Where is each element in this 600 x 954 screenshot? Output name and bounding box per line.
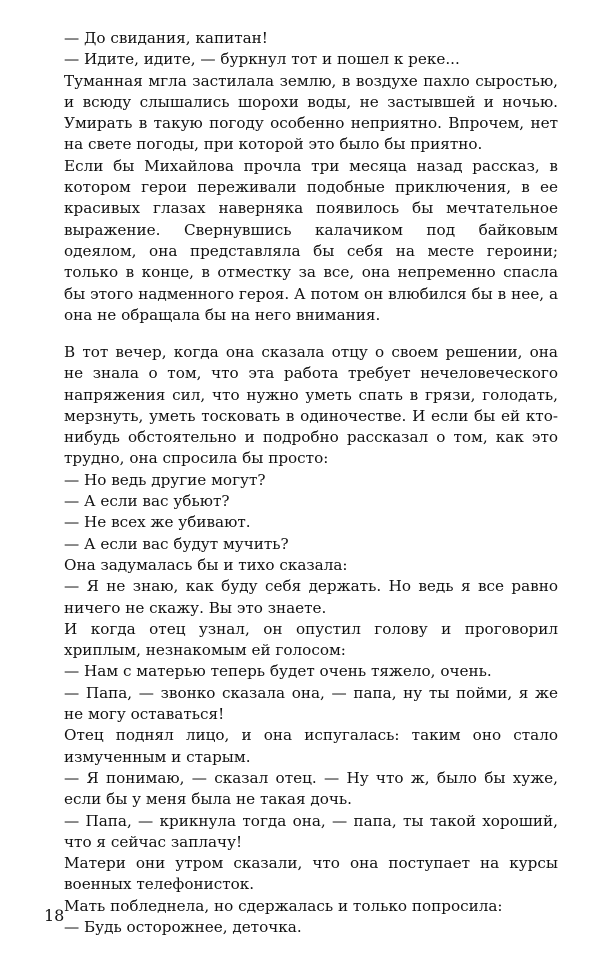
paragraph: Матери они утром сказали, что она поступает на курсы военных телефонисток. xyxy=(64,854,558,894)
paragraph: — Но ведь другие могут? xyxy=(64,470,266,489)
paragraph: — Папа, — звонко сказала она, — папа, ну ты пойми, я же не могу оставаться! xyxy=(64,683,558,724)
text-section-1 xyxy=(64,28,558,326)
paragraph: Отец поднял лицо, и она испугалась: таким оно стало измученным и старым. xyxy=(64,726,558,766)
paragraph: — Идите, идите, — буркнул тот и пошел к реке... xyxy=(64,50,460,69)
paragraph: — Нам с матерью теперь будет очень тяжело, очень. xyxy=(64,662,492,681)
paragraph: Она задумалась бы и тихо сказала: xyxy=(64,555,348,574)
paragraph: — Я понимаю, — сказал отец. — Ну что ж, было бы хуже, если бы у меня была не такая дочь. xyxy=(64,768,558,809)
paragraph: И когда отец узнал, он опустил голову и проговорил хриплым, незнакомым ей голосом: xyxy=(64,619,558,660)
paragraph: — А если вас будут мучить? xyxy=(64,534,289,553)
text-section-2 xyxy=(64,342,558,938)
paragraph: — Папа, — крикнула тогда она, — папа, ты такой хороший, что я сейчас заплачу! xyxy=(64,811,558,851)
paragraph: — До свидания, капитан! xyxy=(64,29,268,47)
paragraph: — А если вас убьют? xyxy=(64,492,230,511)
paragraph: Мать побледнела, но сдержалась и только попросила: xyxy=(64,896,503,915)
paragraph: — Не всех же убивают. xyxy=(64,513,251,532)
paragraph: В тот вечер, когда она сказала отцу о своем решении, она не знала о том, что эта работа требует нечеловеческого напряжения сил, что нужно уметь спать в грязи, голодать, мерзнуть, уметь тосковать в одиночестве. И если бы ей кто-нибудь обстоятельно и подробно рассказал о том, как это трудно, она спросила бы просто: xyxy=(64,343,558,468)
paragraph: — Будь осторожнее, деточка. xyxy=(64,918,302,937)
page-number: 18 xyxy=(44,906,65,925)
paragraph: Если бы Михайлова прочла три месяца назад рассказ, в котором герои переживали подобные приключения, в ее красивых глазах наверняка появилось бы мечтательное выражение. Свернувшись калачиком под байковым одеялом, она представляла бы себя на месте героини; только в конце, в отместку за все, она непременно спасла бы этого надменного героя. А потом он влюбился бы в нее, а она не обращала бы на него внимания. xyxy=(64,156,558,324)
paragraph: Туманная мгла застилала землю, в воздухе пахло сыростью, и всюду слышались шорохи воды, не застывшей и ночью. Умирать в такую погоду особенно неприятно. Впрочем, нет на свете погоды, при которой это было бы приятно. xyxy=(64,71,558,154)
paragraph: — Я не знаю, как буду себя держать. Но ведь я все равно ничего не скажу. Вы это знаете. xyxy=(64,577,558,617)
